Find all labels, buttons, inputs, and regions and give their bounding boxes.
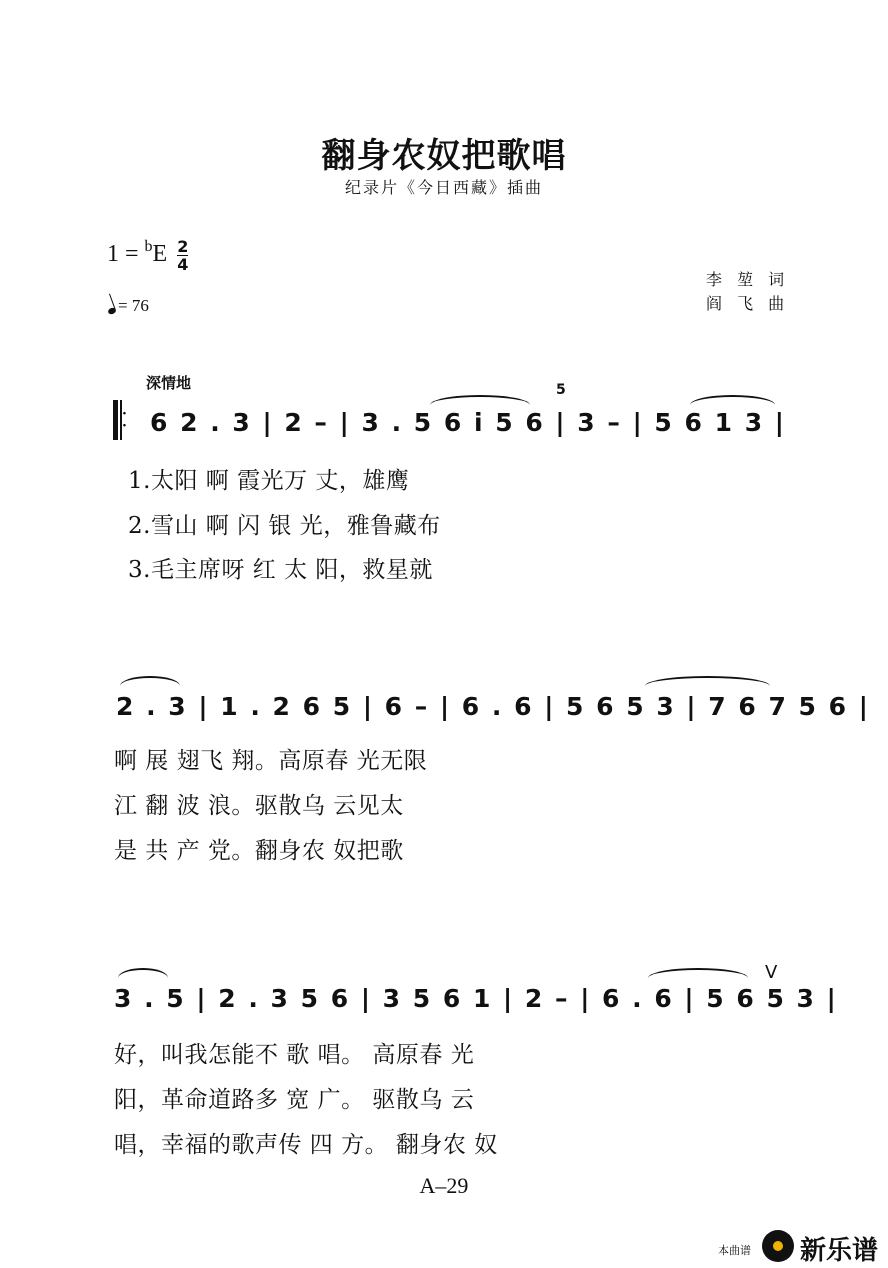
- slur: [120, 676, 180, 686]
- key-signature: [107, 238, 188, 273]
- notation-line-1: 6 2 . 3 | 2 – | 3 . 5 6 i 5 6 | 3 – | 5 6 1 3 |: [150, 408, 786, 437]
- time-top: 2: [177, 237, 189, 256]
- lyric-line-2-verse-1: 啊 展 翅飞 翔。高原春 光无限: [114, 748, 428, 774]
- composer: 阎 飞 曲: [706, 294, 790, 313]
- repeat-dots: · ·: [122, 406, 127, 434]
- lyric-line-1-verse-3: 3.毛主席呀 红 太 阳，救星就: [128, 557, 433, 583]
- lyric-line-2-verse-2: 江 翻 波 浪。驱散乌 云见太: [114, 793, 404, 819]
- quarter-note-icon: [107, 307, 117, 315]
- lyric-line-3-verse-2: 阳，革命道路多 宽 广。 驱散乌 云: [114, 1087, 475, 1113]
- notation-line-3: 3 . 5 | 2 . 3 5 6 | 3 5 6 1 | 2 – | 6 . 6 | 5 6 5 3 |: [114, 984, 838, 1013]
- credits: [706, 268, 789, 316]
- watermark-brand: 新乐谱: [800, 1236, 879, 1266]
- notation-line-2: 2 . 3 | 1 . 2 6 5 | 6 – | 6 . 6 | 5 6 5 3 | 7 6 7 5 6 |: [116, 692, 870, 721]
- key-note: E: [152, 241, 168, 268]
- lyric-line-2-verse-3: 是 共 产 党。翻身农 奴把歌: [114, 838, 404, 864]
- time-bottom: 4: [177, 255, 189, 274]
- lyric-line-1-verse-2: 2.雪山 啊 闪 银 光，雅鲁藏布: [128, 513, 441, 539]
- tempo-marking: [108, 296, 149, 316]
- time-signature: [177, 238, 188, 273]
- breath-mark-1: 5: [556, 382, 566, 398]
- watermark-caption: 本曲谱: [718, 1244, 751, 1257]
- slur: [118, 968, 168, 978]
- lyric-line-3-verse-1: 好，叫我怎能不 歌 唱。 高原春 光: [114, 1042, 475, 1068]
- slur: [648, 968, 748, 978]
- lyricist: 李 堃 词: [706, 270, 790, 289]
- lyric-line-1-verse-1: 1.太阳 啊 霞光万 丈，雄鹰: [128, 468, 410, 494]
- page-title: 翻身农奴把歌唱: [321, 136, 567, 176]
- slur: [690, 395, 775, 405]
- slur: [430, 395, 530, 405]
- breath-mark-3: V: [765, 962, 778, 983]
- expression-mark: 深情地: [146, 374, 192, 392]
- flat-sign: b: [144, 238, 153, 256]
- key-prefix: 1 =: [107, 241, 145, 268]
- page-number: A–29: [419, 1173, 469, 1198]
- tempo-value: = 76: [118, 296, 149, 315]
- watermark-logo-icon: [762, 1230, 794, 1262]
- lyric-line-3-verse-3: 唱，幸福的歌声传 四 方。 翻身农 奴: [114, 1132, 498, 1158]
- page-subtitle: 纪录片《今日西藏》插曲: [344, 178, 543, 197]
- slur: [645, 676, 770, 686]
